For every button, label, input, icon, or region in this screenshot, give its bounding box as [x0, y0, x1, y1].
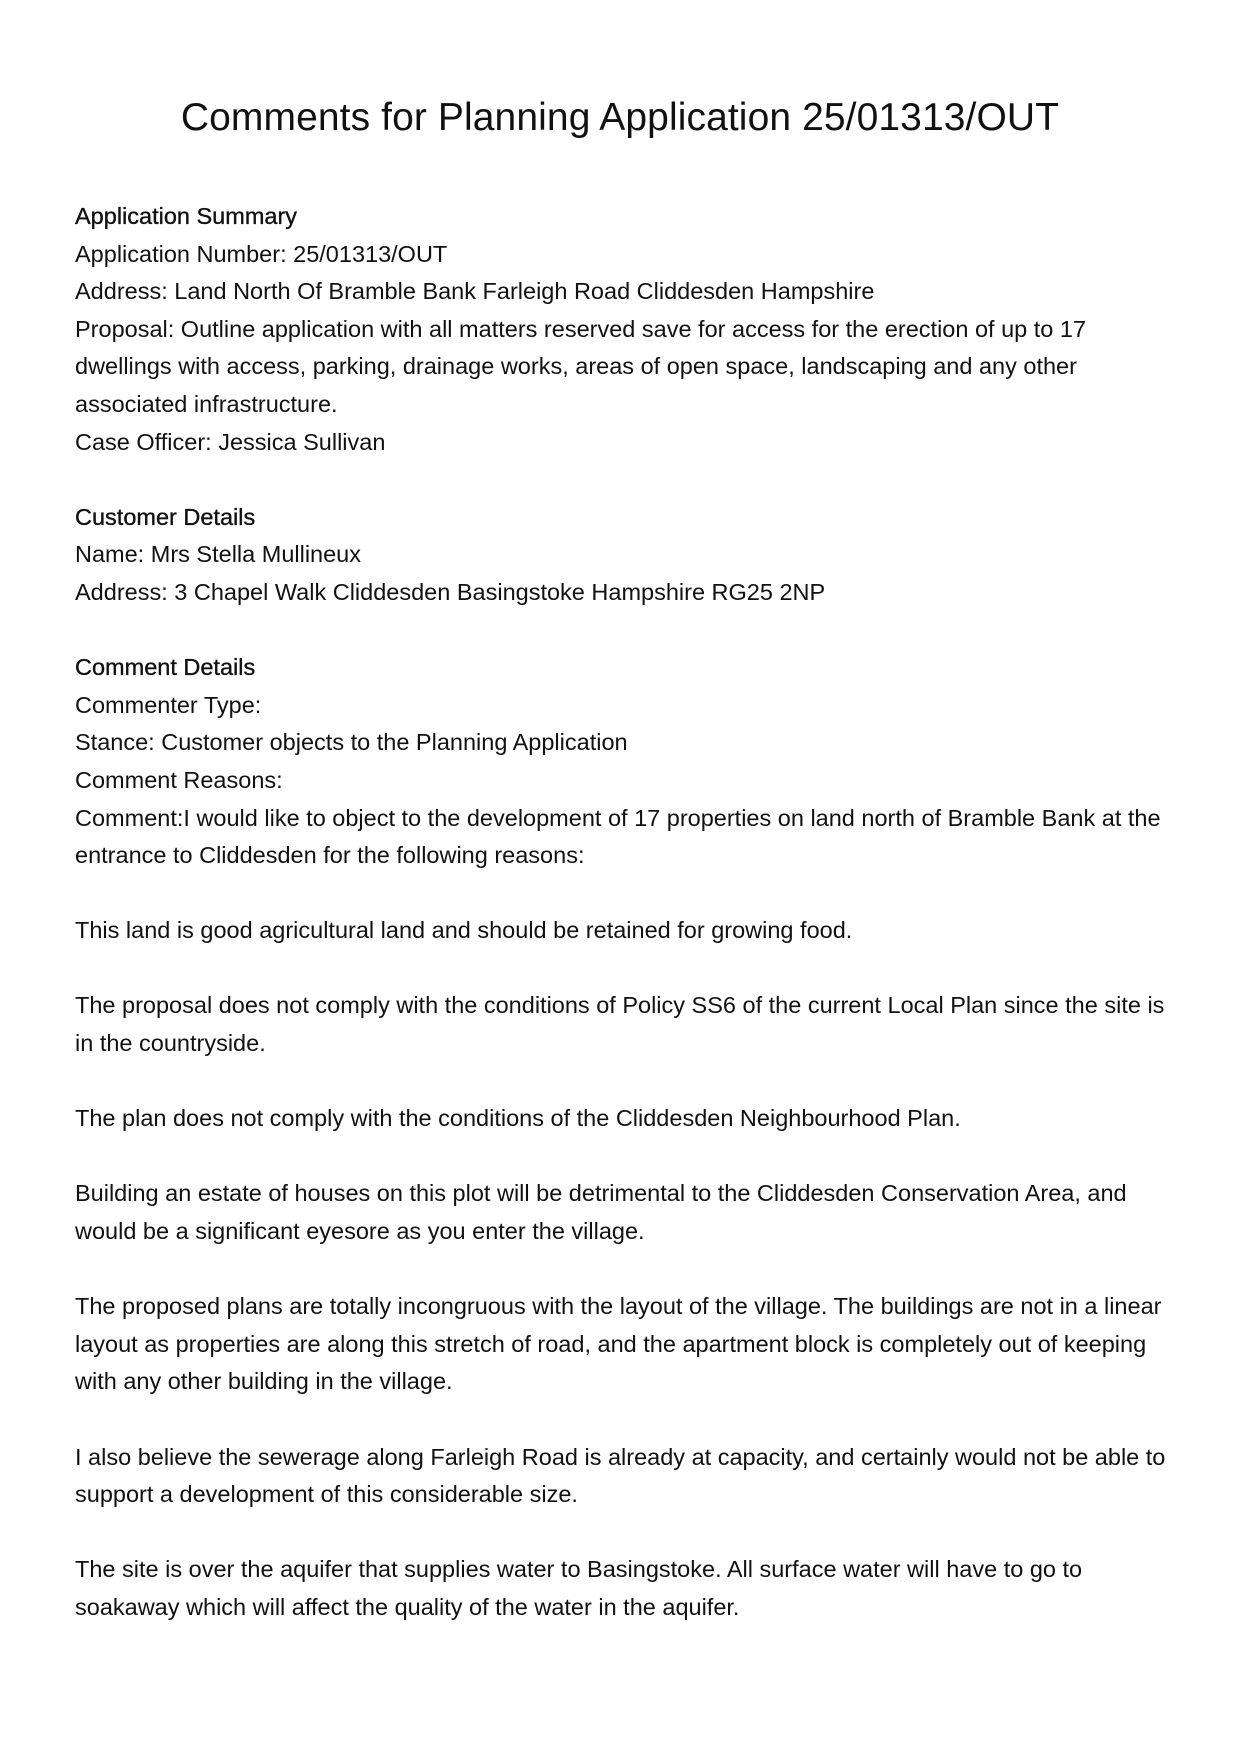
paragraph-spacer: [75, 950, 1185, 988]
comment-paragraph: The site is over the aquifer that supplies water to Basingstoke. All surface water will have to go to soakaway which will affect the quality of the water in the aquifer.: [75, 1556, 1083, 1620]
comment-paragraph: The proposal does not comply with the conditions of Policy SS6 of the current Local Plan since the site is in the countryside.: [75, 992, 1165, 1057]
application-summary-section: [75, 198, 1185, 461]
section-spacer: [75, 612, 1185, 650]
comment-stance: Stance: Customer objects to the Planning Application: [75, 729, 628, 756]
comment-paragraph: I also believe the sewerage along Farleigh Road is already at capacity, and certainly would not be able to support a development of this considerable size.: [75, 1443, 1166, 1508]
paragraph-spacer: [75, 1138, 1185, 1176]
application-number: Application Number: 25/01313/OUT: [75, 240, 448, 267]
comment-paragraph: Building an estate of houses on this plot will be detrimental to the Cliddesden Conservation Area, and would be a significant eyesore as you enter the village.: [75, 1180, 1127, 1245]
application-address: Address: Land North Of Bramble Bank Farleigh Road Cliddesden Hampshire: [75, 278, 875, 305]
paragraph-spacer: [75, 875, 1185, 913]
comment-reasons: Comment Reasons:: [75, 766, 283, 793]
customer-name: Name: Mrs Stella Mullineux: [75, 541, 362, 568]
paragraph-spacer: [75, 1401, 1185, 1439]
section-spacer: [75, 461, 1185, 499]
page-title: Comments for Planning Application 25/01313/OUT: [180, 96, 1060, 139]
customer-details-section: [75, 499, 1185, 612]
paragraph-spacer: [75, 1514, 1185, 1552]
commenter-type: Commenter Type:: [75, 691, 262, 718]
comment-paragraph: The proposed plans are totally incongruous with the layout of the village. The buildings are not in a linear layout as properties are along this stretch of road, and the apartment block is completely out of keeping with any other building in the village.: [75, 1293, 1162, 1395]
case-officer: Case Officer: Jessica Sullivan: [75, 428, 386, 455]
paragraph-spacer: [75, 1251, 1185, 1289]
comment-details-section: [75, 649, 1185, 1626]
comment-paragraph: The plan does not comply with the conditions of the Cliddesden Neighbourhood Plan.: [75, 1105, 961, 1132]
comment-details-heading: Comment Details: [75, 654, 256, 681]
paragraph-spacer: [75, 1063, 1185, 1101]
document-body: [75, 198, 1185, 1627]
application-proposal: Proposal: Outline application with all matters reserved save for access for the erection of up to 17 dwellings with access, parking, drainage works, areas of open space, landscaping and any other associated infrastructure.: [75, 315, 1087, 417]
comment-intro: Comment:I would like to object to the development of 17 properties on land north of Bramble Bank at the entrance to Cliddesden for the following reasons:: [75, 804, 1161, 869]
customer-details-heading: Customer Details: [75, 503, 256, 530]
application-summary-heading: Application Summary: [75, 203, 298, 229]
customer-address: Address: 3 Chapel Walk Cliddesden Basingstoke Hampshire RG25 2NP: [75, 578, 826, 605]
comment-paragraph: This land is good agricultural land and should be retained for growing food.: [75, 917, 853, 944]
